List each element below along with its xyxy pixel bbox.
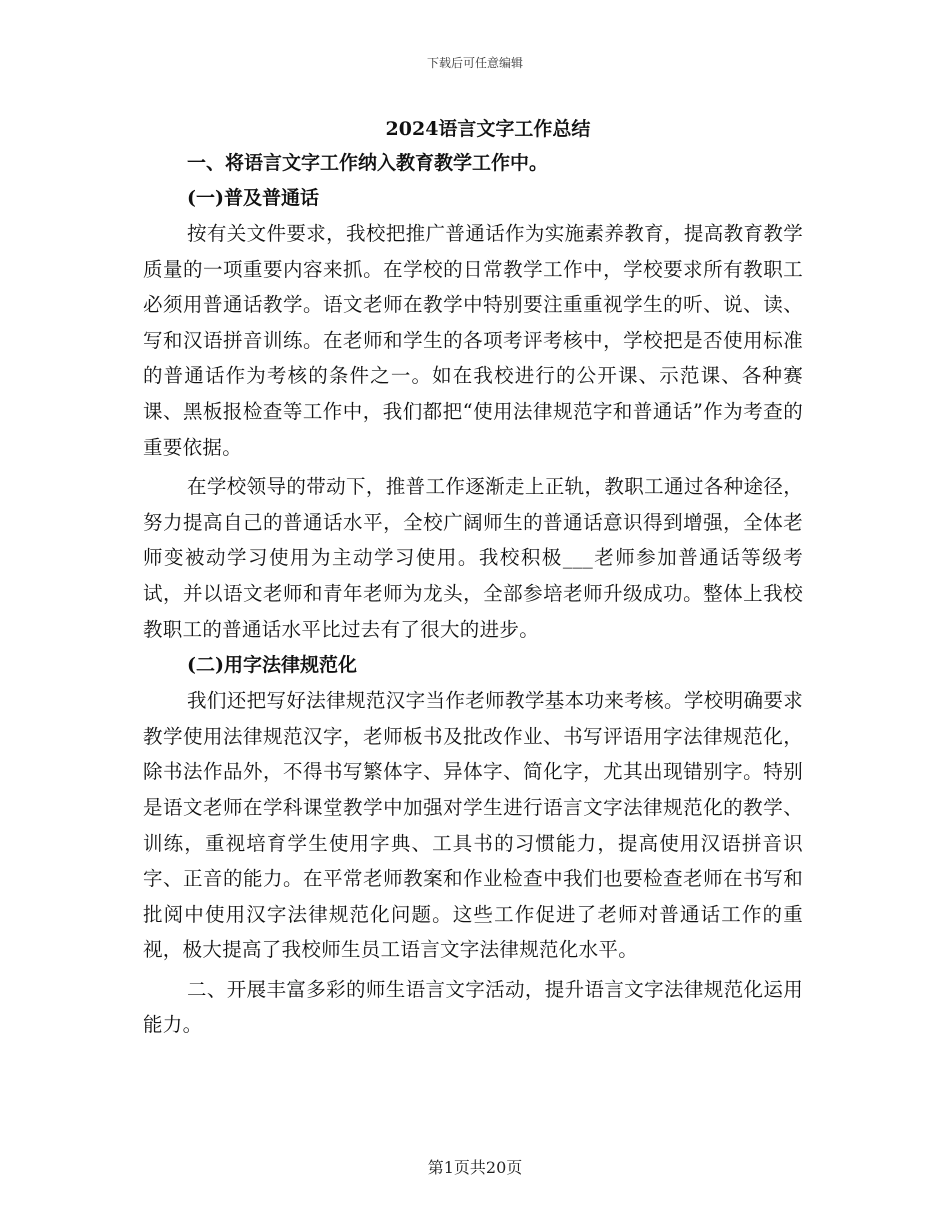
- subsection-1-heading: (一)普及普通话: [187, 187, 319, 209]
- paragraph: 按有关文件要求，我校把推广普通话作为实施素养教育，提高教育教学质量的一项重要内容来抓。在学校的日常教学工作中，学校要求所有教职工必须用普通话教学。语文老师在教学中特别要注重重视学生的听、说、读、写和汉语拼音训练。在老师和学生的各项考评考核中，学校把是否使用标准的普通话作为考核的条件之一。如在我校进行的公开课、示范课、各种赛课、黑板报检查等工作中，我们都把“使用法律规范字和普通话”作为考查的重要依据。: [143, 222, 803, 459]
- section-1-heading: 一、将语言文字工作纳入教育教学工作中。: [187, 152, 549, 174]
- header-note: 下载后可任意编辑: [426, 56, 523, 70]
- section-2-paragraph: 二、开展丰富多彩的师生语言文字活动，提升语言文字法律规范化运用能力。: [143, 977, 803, 1037]
- document-title: 2024语言文字工作总结: [385, 118, 591, 140]
- page-number: 第1页共20页: [427, 1158, 523, 1177]
- document-body: [143, 112, 803, 1043]
- paragraph: 在学校领导的带动下，推普工作逐渐走上正轨，教职工通过各种途径，努力提高自己的普通话水平，全校广阔师生的普通话意识得到增强，全体老师变被动学习使用为主动学习使用。我校积极___老师参加普通话等级考试，并以语文老师和青年老师为龙头，全部参培老师升级成功。整体上我校教职工的普通话水平比过去有了很大的进步。: [143, 475, 803, 641]
- paragraph: 我们还把写好法律规范汉字当作老师教学基本功来考核。学校明确要求教学使用法律规范汉字，老师板书及批改作业、书写评语用字法律规范化，除书法作品外，不得书写繁体字、异体字、简化字，尤其出现错别字。特别是语文老师在学科课堂教学中加强对学生进行语言文字法律规范化的教学、训练，重视培育学生使用字典、工具书的习惯能力，提高使用汉语拼音识字、正音的能力。在平常老师教案和作业检查中我们也要检查老师在书写和批阅中使用汉字法律规范化问题。这些工作促进了老师对普通话工作的重视，极大提高了我校师生员工语言文字法律规范化水平。: [143, 689, 803, 962]
- subsection-2-heading: (二)用字法律规范化: [187, 654, 357, 677]
